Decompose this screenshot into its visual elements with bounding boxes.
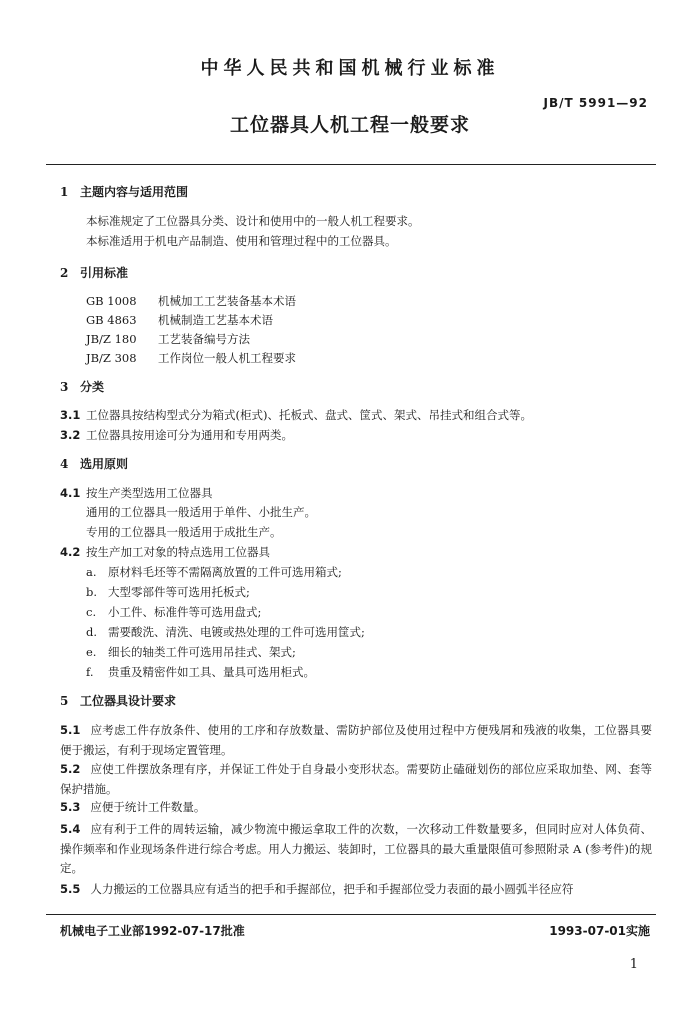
clause-5-2 <box>60 760 652 799</box>
reference-item <box>86 312 273 328</box>
section-number: 4 <box>60 457 69 471</box>
clause-number: 4.1 <box>60 486 81 500</box>
clause-number: 4.2 <box>60 545 81 559</box>
list-item-text: 小工件、标准件等可选用盘式; <box>108 605 262 619</box>
clause-number: 5.1 <box>60 723 81 737</box>
clause-number: 3.1 <box>60 408 81 422</box>
clause-text: 人力搬运的工位器具应有适当的把手和手握部位，把手和手握部位受力表面的最小圆弧半径应符 <box>90 882 574 896</box>
section-title: 选用原则 <box>80 457 129 471</box>
reference-name: 机械制造工艺基本术语 <box>158 313 273 327</box>
section-1-heading <box>60 183 188 200</box>
effective-date: 1993-07-01实施 <box>549 924 650 938</box>
clause-number: 5.5 <box>60 882 81 896</box>
list-item-label: e. <box>86 645 97 659</box>
list-item-label: b. <box>86 585 98 599</box>
reference-code: JB/Z 308 <box>86 351 137 365</box>
clause-3-2 <box>60 427 293 443</box>
section-title: 引用标准 <box>80 266 129 280</box>
reference-item <box>86 293 296 309</box>
list-item-label: f. <box>86 665 94 679</box>
clause-text: 按生产类型选用工位器具 <box>86 486 213 500</box>
reference-code: GB 4863 <box>86 313 137 327</box>
clause-text: 应使工件摆放条理有序，并保证工件处于自身最小变形状态。需要防止磕碰划伤的部位应采取加垫、网、套等保护措施。 <box>60 762 652 796</box>
reference-code: GB 1008 <box>86 294 137 308</box>
list-item <box>86 584 250 600</box>
section-3-heading <box>60 378 104 395</box>
reference-name: 机械加工工艺装备基本术语 <box>158 294 296 308</box>
clause-5-4 <box>60 820 652 879</box>
section-1-line-2: 本标准适用于机电产品制造、使用和管理过程中的工位器具。 <box>86 234 397 248</box>
header-rule <box>46 164 656 165</box>
list-item-text: 贵重及精密件如工具、量具可选用柜式。 <box>108 665 315 679</box>
section-number: 1 <box>60 185 69 199</box>
clause-text: 应考虑工件存放条件、使用的工序和存放数量、需防护部位及使用过程中方便残屑和残液的收集，工位器具要便于搬运，有利于现场定置管理。 <box>60 723 652 757</box>
list-item <box>86 644 296 660</box>
document-title: 工位器具人机工程一般要求 <box>229 114 470 136</box>
list-item-text: 大型零部件等可选用托板式; <box>108 585 250 599</box>
list-item-label: d. <box>86 625 98 639</box>
reference-name: 工作岗位一般人机工程要求 <box>158 351 296 365</box>
clause-number: 5.3 <box>60 800 81 814</box>
section-5-heading <box>60 692 176 709</box>
clause-text: 应便于统计工件数量。 <box>90 800 206 814</box>
reference-item <box>86 331 250 347</box>
section-number: 3 <box>60 380 69 394</box>
list-item <box>86 624 365 640</box>
clause-4-1 <box>60 485 213 501</box>
page-number: 1 <box>629 957 638 972</box>
standard-number: JB/T 5991—92 <box>543 96 648 110</box>
clause-number: 5.2 <box>60 762 81 776</box>
list-item <box>86 664 315 680</box>
section-title: 主题内容与适用范围 <box>80 185 189 199</box>
list-item <box>86 564 342 580</box>
clause-4-1-line-2: 专用的工位器具一般适用于成批生产。 <box>86 525 282 539</box>
footer-rule <box>46 914 656 915</box>
clause-3-1 <box>60 407 532 423</box>
clause-5-3 <box>60 798 652 818</box>
list-item-label: a. <box>86 565 97 579</box>
reference-code: JB/Z 180 <box>86 332 137 346</box>
section-number: 5 <box>60 694 69 708</box>
clause-text: 按生产加工对象的特点选用工位器具 <box>86 545 270 559</box>
clause-5-1 <box>60 721 652 760</box>
clause-number: 3.2 <box>60 428 81 442</box>
clause-text: 应有利于工件的周转运输，减少物流中搬运拿取工件的次数，一次移动工件数量要多，但同时应对人体负荷、操作频率和作业现场条件进行综合考虑。用人力搬运、装卸时，工位器具的最大重量限值可参照附录 A (参考件)的规定。 <box>60 822 652 875</box>
clause-5-5 <box>60 880 652 900</box>
section-number: 2 <box>60 266 69 280</box>
list-item-label: c. <box>86 605 97 619</box>
section-title: 分类 <box>80 380 105 394</box>
reference-item <box>86 350 296 366</box>
clause-text: 工位器具按用途可分为通用和专用两类。 <box>86 428 293 442</box>
list-item-text: 原材料毛坯等不需隔离放置的工件可选用箱式; <box>108 565 342 579</box>
approval-date: 机械电子工业部1992-07-17批准 <box>60 924 245 938</box>
section-2-heading <box>60 264 128 281</box>
list-item-text: 需要酸洗、清洗、电镀或热处理的工件可选用筐式; <box>108 625 365 639</box>
list-item-text: 细长的轴类工件可选用吊挂式、架式; <box>108 645 296 659</box>
clause-4-1-line-1: 通用的工位器具一般适用于单件、小批生产。 <box>86 505 316 519</box>
clause-text: 工位器具按结构型式分为箱式(柜式)、托板式、盘式、筐式、架式、吊挂式和组合式等。 <box>86 408 532 422</box>
clause-number: 5.4 <box>60 822 81 836</box>
section-1-line-1: 本标准规定了工位器具分类、设计和使用中的一般人机工程要求。 <box>86 214 420 228</box>
standard-category: 中华人民共和国机械行业标准 <box>200 58 500 79</box>
section-4-heading <box>60 455 128 472</box>
clause-4-2 <box>60 544 270 560</box>
reference-name: 工艺装备编号方法 <box>158 332 250 346</box>
list-item <box>86 604 261 620</box>
section-title: 工位器具设计要求 <box>80 694 177 708</box>
